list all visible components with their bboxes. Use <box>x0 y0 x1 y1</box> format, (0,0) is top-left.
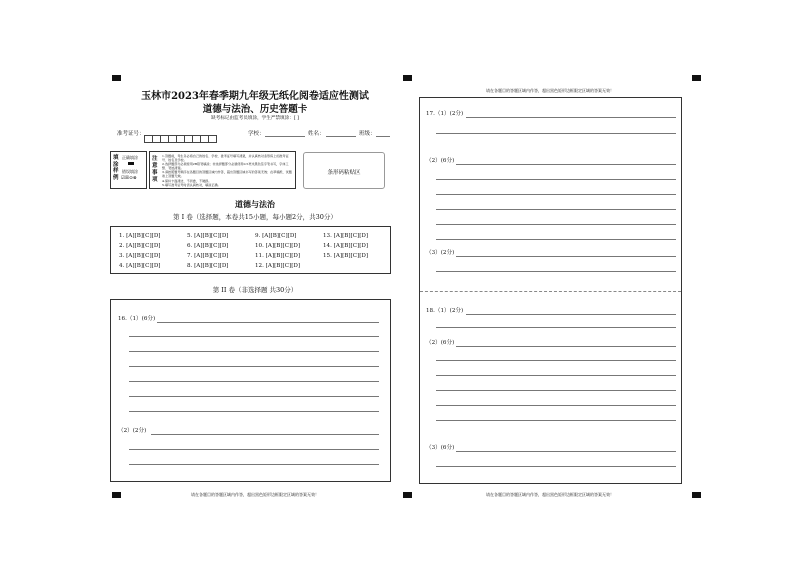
exam-number-boxes[interactable] <box>144 128 216 147</box>
mc-item[interactable]: 8. [A][B][C][D] <box>187 263 229 269</box>
answer-line[interactable] <box>456 451 676 452</box>
name-label: 姓名： <box>308 131 325 137</box>
answer-line[interactable] <box>157 322 379 323</box>
right-answer-frame <box>419 97 682 484</box>
answer-line[interactable] <box>436 209 676 210</box>
mc-item[interactable]: 14. [A][B][C][D] <box>323 243 369 249</box>
correct-fill-mark <box>128 162 134 165</box>
answer-line[interactable] <box>129 381 379 382</box>
mc-item[interactable]: 9. [A][B][C][D] <box>255 233 297 239</box>
mc-item[interactable]: 2. [A][B][C][D] <box>119 243 161 249</box>
answer-line[interactable] <box>436 194 676 195</box>
mc-item[interactable]: 6. [A][B][C][D] <box>187 243 229 249</box>
q16-part2-label: （2）(2分) <box>118 428 147 434</box>
answer-line[interactable] <box>436 239 676 240</box>
mc-item[interactable]: 7. [A][B][C][D] <box>187 253 229 259</box>
q16-part1-label: 16.（1）(6分) <box>118 316 156 322</box>
answer-line[interactable] <box>436 420 676 421</box>
exam-number-row <box>117 129 145 137</box>
q17-part1-label: 17.（1）(2分) <box>426 111 464 117</box>
answer-line[interactable] <box>129 366 379 367</box>
registration-mark <box>403 75 412 81</box>
q18-part3-label: （3）(6分) <box>426 445 455 451</box>
q16-answer-box <box>110 299 391 482</box>
answer-line[interactable] <box>436 133 676 134</box>
answer-line[interactable] <box>456 346 676 347</box>
class-label: 班级： <box>359 131 376 137</box>
answer-line[interactable] <box>436 405 676 406</box>
left-footer-note: 请在各题目的答题区域内作答，超出黑色矩形边框限定区域的答案无效！ <box>191 492 319 497</box>
page-subtitle: 道德与法治、历史答题卡 <box>202 104 308 115</box>
registration-mark <box>403 492 412 498</box>
mc-item[interactable]: 3. [A][B][C][D] <box>119 253 161 259</box>
answer-line[interactable] <box>129 396 379 397</box>
right-header-note: 请在各题目的答题区域内作答，超出黑色矩形边框限定区域的答案无效！ <box>486 88 614 93</box>
correct-fill-label: 正确填涂 <box>122 155 138 160</box>
mc-item[interactable]: 11. [A][B][C][D] <box>255 253 301 259</box>
answer-line[interactable] <box>436 360 676 361</box>
mc-item[interactable]: 5. [A][B][C][D] <box>187 233 229 239</box>
answer-line[interactable] <box>456 256 676 257</box>
answer-line[interactable] <box>436 390 676 391</box>
q17-part2-label: （2）(6分) <box>426 158 455 164</box>
mc-item[interactable]: 4. [A][B][C][D] <box>119 263 161 269</box>
answer-line[interactable] <box>436 466 676 467</box>
name-field[interactable] <box>326 136 356 137</box>
right-footer-note: 请在各题目的答题区域内作答，超出黑色矩形边框限定区域的答案无效！ <box>486 492 614 497</box>
mc-item[interactable]: 15. [A][B][C][D] <box>323 253 369 259</box>
answer-line[interactable] <box>129 449 379 450</box>
notice-item: 1.答题前，考生务必将自己的姓名、学校、准考证号填写清楚，并认真核对条形码上的准考证号、姓名及学校。 <box>162 154 289 163</box>
answer-line[interactable] <box>129 411 379 412</box>
q18-part1-label: 18.（1）(2分) <box>426 308 464 314</box>
fill-example-box <box>110 151 147 189</box>
mc-item[interactable]: 12. [A][B][C][D] <box>255 263 301 269</box>
absence-mark-note: 缺考标记由监考员填涂，学生严禁填涂：[ ] <box>211 116 299 121</box>
notice-label: 注意事项 <box>152 156 158 183</box>
notice-item: 5.填写准考证号时需认真核对，填涂正确。 <box>162 182 221 187</box>
page-title: 玉林市2023年春季期九年级无纸化阅卷适应性测试 <box>141 91 369 102</box>
barcode-label: 条形码粘贴区 <box>327 170 361 176</box>
mc-item[interactable]: 13. [A][B][C][D] <box>323 233 369 239</box>
mc-item[interactable]: 1. [A][B][C][D] <box>119 233 161 239</box>
notice-item: 4.保持卡面清洁，不折叠，不破损。 <box>162 178 212 183</box>
notice-item: 2.选择题部分必须使用2B铅笔填涂；非选择题部分必须使用0.5毫米黑色签字笔书写，字体工整、笔迹清楚。 <box>162 162 289 171</box>
barcode-area <box>303 152 385 189</box>
answer-line[interactable] <box>466 117 676 118</box>
part1-title: 第 I 卷（选择题，本卷共15小题，每小题2分，共30分） <box>173 213 337 221</box>
section-title: 道德与法治 <box>235 199 275 209</box>
part2-title: 第 II 卷（非选择题 共30分） <box>212 286 298 294</box>
q18-part2-label: （2）(6分) <box>426 340 455 346</box>
registration-mark <box>112 75 121 81</box>
wrong-fill-label: 错误填涂 <box>122 169 138 174</box>
fill-example-label: 填涂样例 <box>113 155 119 181</box>
answer-line[interactable] <box>456 164 676 165</box>
answer-line[interactable] <box>436 224 676 225</box>
answer-line[interactable] <box>151 434 379 435</box>
registration-mark <box>692 75 701 81</box>
notice-box <box>149 151 296 189</box>
answer-line[interactable] <box>466 314 676 315</box>
multiple-choice-box <box>110 226 391 274</box>
school-field[interactable] <box>265 136 305 137</box>
notice-list <box>162 154 294 187</box>
question-divider <box>420 291 681 292</box>
notice-item: 3.请按照题号顺序在各题目的答题区域内作答，超出答题区域书写的答案无效；在草稿纸、试题卷上答题无效。 <box>162 170 292 179</box>
answer-line[interactable] <box>436 179 676 180</box>
answer-line[interactable] <box>129 464 379 465</box>
q17-part3-label: （3）(2分) <box>426 250 455 256</box>
answer-line[interactable] <box>129 336 379 337</box>
exam-number-label: 准考证号： <box>117 131 145 137</box>
answer-line[interactable] <box>436 271 676 272</box>
answer-line[interactable] <box>436 375 676 376</box>
mc-item[interactable]: 10. [A][B][C][D] <box>255 243 301 249</box>
registration-mark <box>692 492 701 498</box>
answer-line[interactable] <box>436 327 676 328</box>
wrong-fill-marks: ☑☒⊙⊗ <box>121 176 137 181</box>
class-field[interactable] <box>376 136 390 137</box>
school-label: 学校： <box>248 131 265 137</box>
answer-line[interactable] <box>129 351 379 352</box>
